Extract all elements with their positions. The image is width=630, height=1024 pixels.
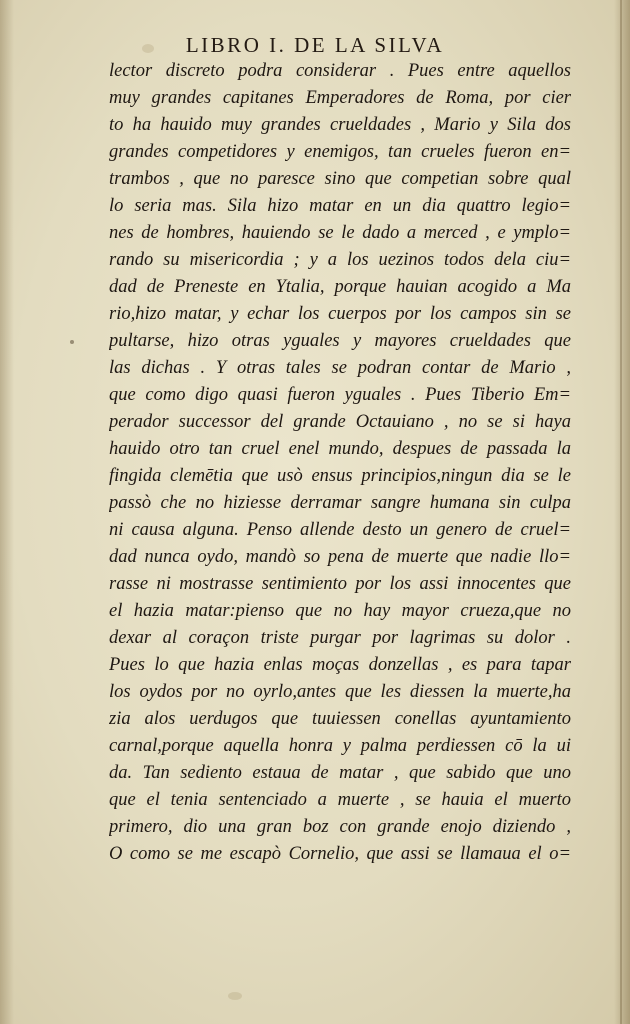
- text-line: lector discreto podra considerar . Pues entre aquellos: [109, 61, 571, 81]
- text-line: lo seria mas. Sila hizo matar en un dia quattro legio=: [109, 196, 571, 216]
- text-line: ni causa alguna. Penso allende desto un genero de cruel=: [109, 520, 571, 540]
- text-line: nes de hombres, hauiendo se le dado a merced , e ymplo=: [109, 223, 571, 243]
- text-line: dad nunca oydo, mandò so pena de muerte que nadie llo=: [109, 547, 571, 567]
- text-line: hauido otro tan cruel enel mundo, despues de passada la: [109, 439, 571, 459]
- text-line: grandes competidores y enemigos, tan crueles fueron en=: [109, 142, 571, 162]
- text-line: perador successor del grande Octauiano , no se si haya: [109, 412, 571, 432]
- page-edge-shadow: [614, 0, 630, 1024]
- text-line: que como digo quasi fueron yguales . Pues Tiberio Em=: [109, 385, 571, 405]
- text-line: zia alos uerdugos que tuuiessen conellas ayuntamiento: [109, 709, 571, 729]
- text-line: fingida clemētia que usò ensus principios,ningun dia se le: [109, 466, 571, 486]
- text-line: rio,hizo matar, y echar los cuerpos por los campos sin se: [109, 304, 571, 324]
- text-line: to ha hauido muy grandes crueldades , Mario y Sila dos: [109, 115, 571, 135]
- text-line: pultarse, hizo otras yguales y mayores crueldades que: [109, 331, 571, 351]
- paper-stain: [228, 992, 242, 1000]
- text-line: carnal,porque aquella honra y palma perdiessen cō la ui: [109, 736, 571, 756]
- text-line: passò che no hiziesse derramar sangre humana sin culpa: [109, 493, 571, 513]
- text-line: O como se me escapò Cornelio, que assi se llamaua el o=: [109, 844, 571, 864]
- running-head: LIBRO I. DE LA SILVA: [185, 33, 445, 57]
- text-line: muy grandes capitanes Emperadores de Roma, por cier: [109, 88, 571, 108]
- body-text: [109, 58, 571, 868]
- page-edge-line: [620, 0, 622, 1024]
- text-line: los oydos por no oyrlo,antes que les diessen la muerte,ha: [109, 682, 571, 702]
- text-line: dexar al coraçon triste purgar por lagrimas su dolor .: [109, 628, 571, 648]
- text-line: da. Tan sediento estaua de matar , que sabido que uno: [109, 763, 571, 783]
- text-line: Pues lo que hazia enlas moças donzellas , es para tapar: [109, 655, 571, 675]
- paper-stain: [70, 340, 74, 344]
- text-line: dad de Preneste en Ytalia, porque hauian acogido a Ma: [109, 277, 571, 297]
- text-line: las dichas . Y otras tales se podran contar de Mario ,: [109, 358, 571, 378]
- text-line: trambos , que no paresce sino que competian sobre qual: [109, 169, 571, 189]
- gutter-shadow: [0, 0, 14, 1024]
- text-line: que el tenia sentenciado a muerte , se hauia el muerto: [109, 790, 571, 810]
- text-line: el hazia matar:pienso que no hay mayor crueza,que no: [109, 601, 571, 621]
- text-line: primero, dio una gran boz con grande enojo diziendo ,: [109, 817, 571, 837]
- text-line: rando su misericordia ; y a los uezinos todos dela ciu=: [109, 250, 571, 270]
- text-line: rasse ni mostrasse sentimiento por los assi innocentes que: [109, 574, 571, 594]
